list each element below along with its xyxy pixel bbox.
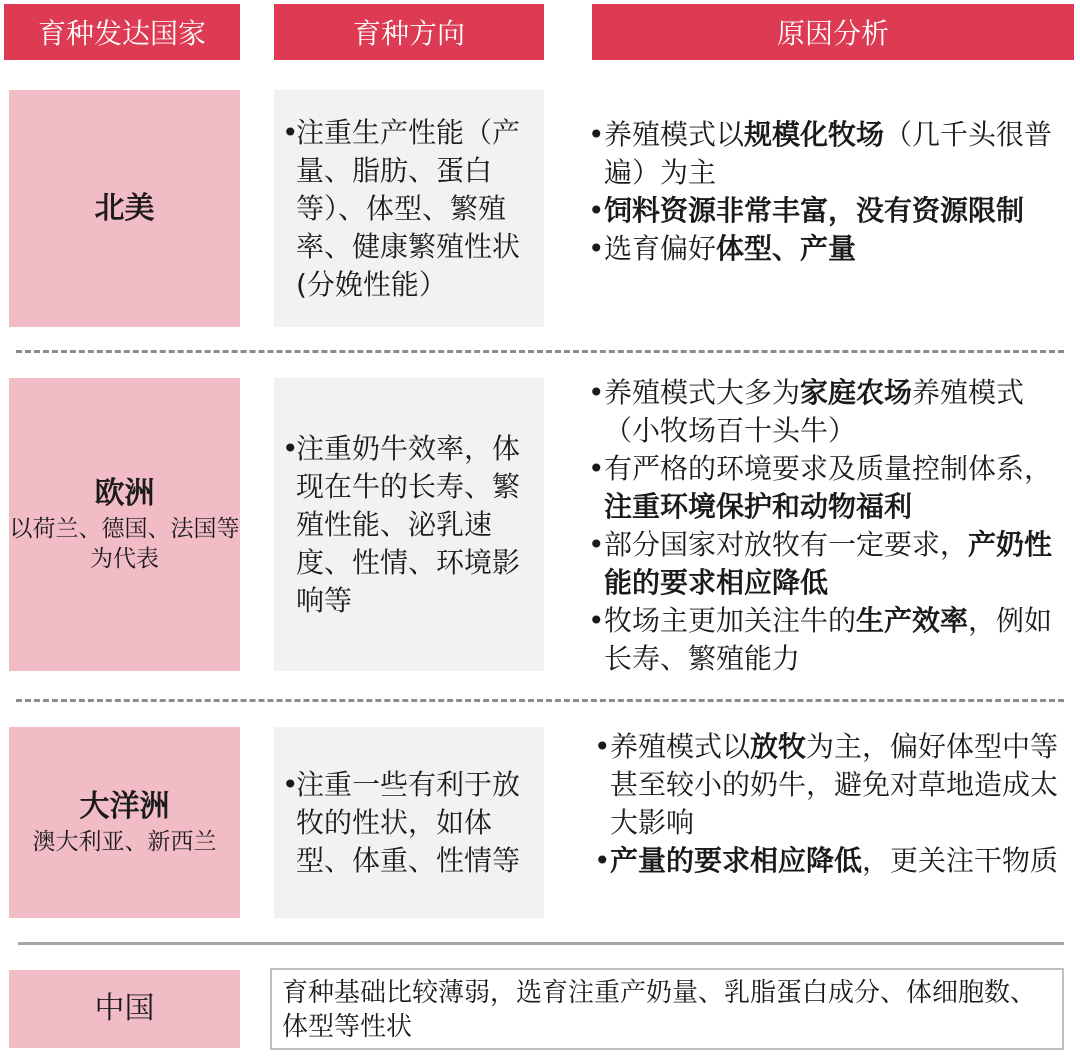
region-name: 大洋洲 <box>79 788 170 824</box>
direction-bullet <box>282 766 544 880</box>
direction-bullet <box>282 430 544 620</box>
bullet-icon: • <box>588 604 605 637</box>
bullet-icon: • <box>282 431 299 465</box>
china-section-divider <box>18 942 1064 945</box>
region-name: 中国 <box>94 991 155 1026</box>
direction-cell-europe <box>274 378 544 671</box>
bullet-icon: • <box>588 194 605 227</box>
row-divider-dashed <box>16 350 1064 353</box>
reason-item: • 牧场主更加关注牛的生产效率，例如长寿、繁殖能力 <box>588 602 1066 678</box>
direction-text: 注重奶牛效率，体现在牛的长寿、繁殖性能、泌乳速度、性情、环境影响等 <box>296 431 521 617</box>
reasons-europe <box>588 374 1066 678</box>
bullet-icon: • <box>588 376 605 409</box>
direction-cell-oceania <box>274 727 544 918</box>
reasons-north-america <box>588 116 1066 268</box>
region-cell-north-america <box>9 90 240 327</box>
bullet-icon: • <box>282 767 299 801</box>
china-description: 育种基础比较薄弱，选育注重产奶量、乳脂蛋白成分、体细胞数、体型等性状 <box>270 968 1064 1050</box>
bullet-icon: • <box>588 528 605 561</box>
direction-text: 注重一些有利于放牧的性状，如体型、体重、性情等 <box>296 767 521 877</box>
row-divider-dashed <box>16 699 1064 702</box>
reason-item: • 养殖模式以放牧为主，偏好体型中等甚至较小的奶牛，避免对草地造成太大影响 <box>594 728 1072 842</box>
bullet-icon: • <box>588 118 605 151</box>
bullet-icon: • <box>282 115 299 149</box>
direction-bullet <box>282 114 544 304</box>
region-name: 北美 <box>94 190 155 226</box>
reason-item: • 选育偏好体型、产量 <box>588 230 1066 268</box>
bullet-icon: • <box>588 232 605 265</box>
bullet-icon: • <box>594 844 611 877</box>
reason-item: • 养殖模式以规模化牧场（几千头很普遍）为主 <box>588 116 1066 192</box>
reason-item: • 有严格的环境要求及质量控制体系，注重环境保护和动物福利 <box>588 450 1066 526</box>
reason-item: • 产量的要求相应降低，更关注干物质 <box>594 842 1072 880</box>
reasons-oceania <box>594 728 1072 880</box>
bullet-icon: • <box>594 730 611 763</box>
direction-text: 注重生产性能（产量、脂肪、蛋白等）、体型、繁殖率、健康繁殖性状(分娩性能） <box>296 115 521 301</box>
bullet-icon: • <box>588 452 605 485</box>
region-cell-china <box>9 970 240 1048</box>
header-reason-analysis: 原因分析 <box>592 4 1074 60</box>
region-name: 欧洲 <box>94 475 155 511</box>
region-subtitle: 以荷兰、德国、法国等为代表 <box>9 515 240 572</box>
direction-cell-north-america <box>274 90 544 327</box>
region-cell-europe <box>9 378 240 671</box>
reason-item: • 部分国家对放牧有一定要求，产奶性能的要求相应降低 <box>588 526 1066 602</box>
region-subtitle: 澳大利亚、新西兰 <box>32 828 217 855</box>
reason-item: • 饲料资源非常丰富，没有资源限制 <box>588 192 1066 230</box>
header-breeding-countries: 育种发达国家 <box>4 4 240 60</box>
reason-item: • 养殖模式大多为家庭农场养殖模式（小牧场百十头牛） <box>588 374 1066 450</box>
header-breeding-direction: 育种方向 <box>274 4 544 60</box>
region-cell-oceania <box>9 727 240 918</box>
